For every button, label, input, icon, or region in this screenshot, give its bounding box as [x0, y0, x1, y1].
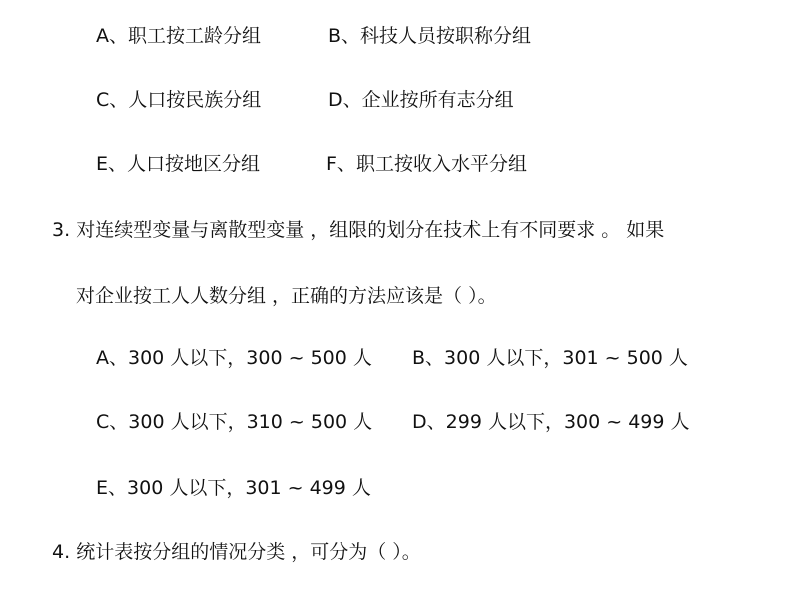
option-label: F、 [326, 153, 356, 175]
option-text: 科技人员按职称分组 [360, 25, 532, 47]
q2-option-b [328, 24, 531, 48]
option-label: A、 [96, 347, 128, 369]
q2-option-a [96, 24, 261, 48]
q3-option-c [96, 410, 372, 434]
option-label: A、 [96, 25, 128, 47]
question-text: 对企业按工人人数分组 ，正确的方法应该是（ ）。 [76, 285, 497, 307]
q4-stem [52, 540, 421, 564]
q2-option-e [96, 152, 260, 176]
q3-stem-line-2 [76, 284, 497, 308]
option-text: 299 人以下，300 ~ 499 人 [445, 411, 690, 433]
q2-option-row-1 [96, 24, 261, 48]
q2-option-row-3 [96, 152, 260, 176]
option-label: E、 [96, 153, 128, 175]
q2-option-f [326, 152, 527, 176]
option-text: 人口按地区分组 [127, 153, 261, 175]
option-label: D、 [412, 411, 446, 433]
option-text: 300 人以下，300 ~ 500 人 [128, 347, 372, 369]
q2-option-d [328, 88, 514, 112]
option-label: C、 [96, 411, 129, 433]
question-number: 3. [52, 219, 71, 241]
option-text: 企业按所有志分组 [361, 89, 514, 111]
option-label: C、 [96, 89, 129, 111]
question-text: 统计表按分组的情况分类 ，可分为（ ）。 [76, 541, 421, 563]
q3-option-e [96, 476, 371, 500]
option-text: 职工按收入水平分组 [355, 153, 527, 175]
q2-option-row-1b [328, 24, 531, 48]
option-text: 职工按工龄分组 [128, 25, 262, 47]
option-text: 人口按民族分组 [128, 89, 262, 111]
option-label: B、 [328, 25, 361, 47]
question-text: 对连续型变量与离散型变量 ，组限的划分在技术上有不同要求 。 如果 [76, 219, 665, 241]
option-text: 300 人以下，301 ~ 500 人 [444, 347, 688, 369]
q2-option-row-3b [326, 152, 527, 176]
question-number: 4. [52, 541, 71, 563]
q3-option-b [412, 346, 688, 370]
option-label: E、 [96, 477, 128, 499]
q2-option-c [96, 88, 261, 112]
q3-option-a [96, 346, 372, 370]
q2-option-row-2 [96, 88, 261, 112]
option-label: B、 [412, 347, 445, 369]
q3-stem-line-1 [52, 218, 664, 242]
option-text: 300 人以下，310 ~ 500 人 [128, 411, 373, 433]
q3-option-d [412, 410, 690, 434]
option-label: D、 [328, 89, 362, 111]
q2-option-row-2b [328, 88, 514, 112]
option-text: 300 人以下，301 ~ 499 人 [127, 477, 371, 499]
